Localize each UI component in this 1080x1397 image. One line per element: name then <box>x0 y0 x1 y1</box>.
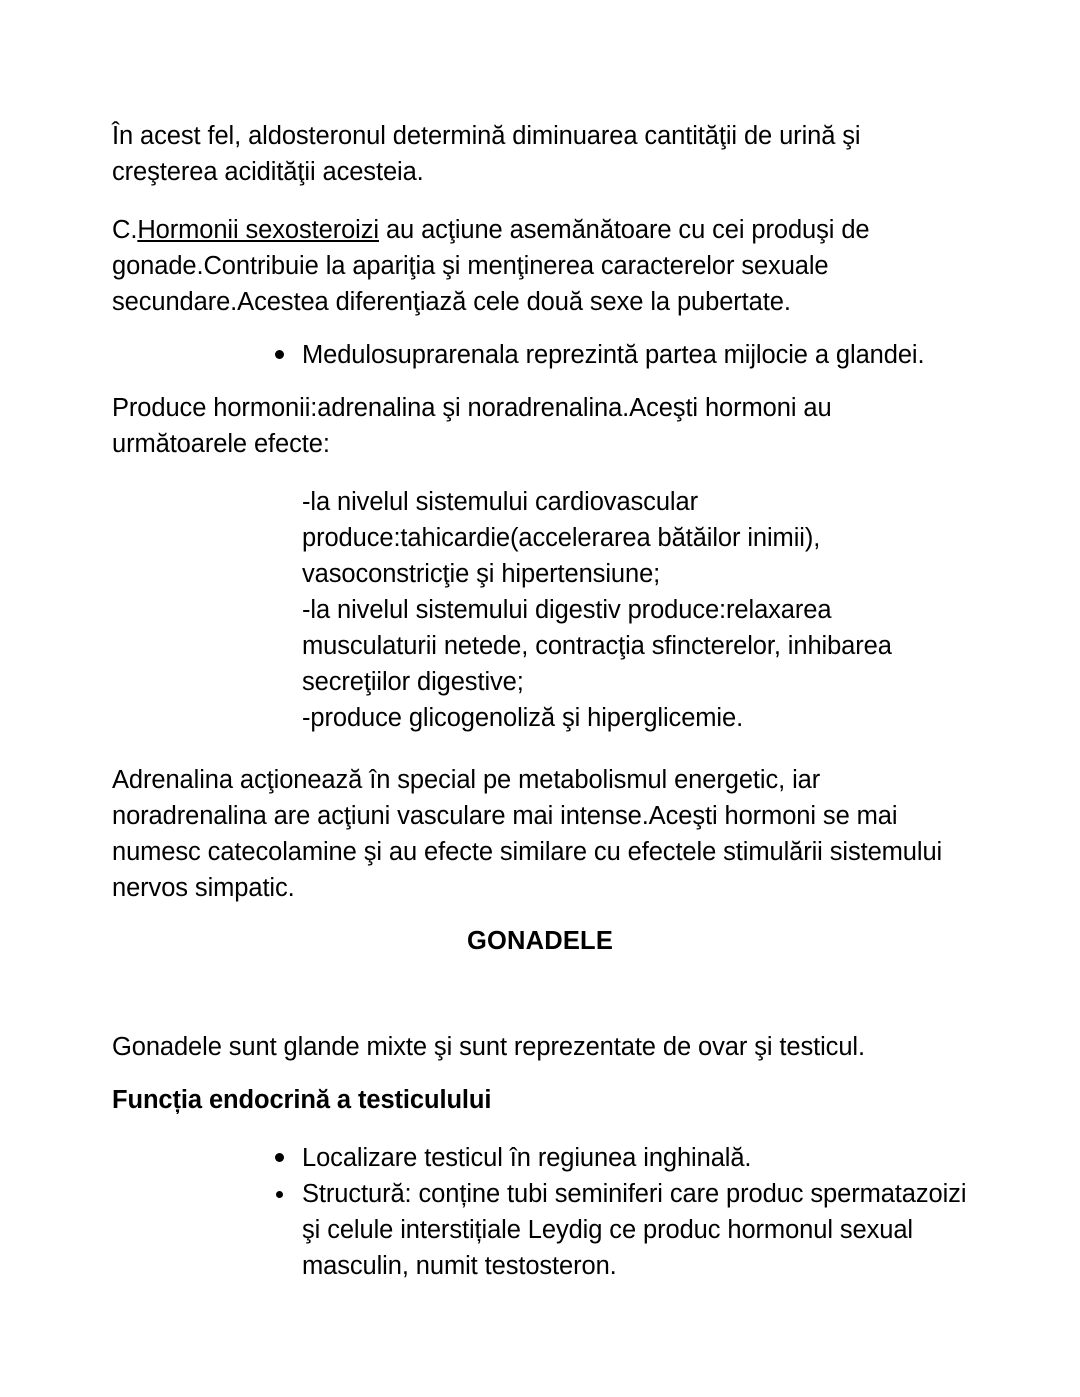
list-item <box>112 337 968 373</box>
list-item-label: Structură: conține tubi seminiferi care produc spermatazoizi şi celule interstițiale Leydig ce produc hormonul sexual masculin, numit testosteron. <box>302 1180 967 1280</box>
spacer <box>112 462 968 484</box>
spacer <box>112 1118 968 1140</box>
spacer <box>112 736 968 762</box>
spacer <box>112 373 968 390</box>
subheading-functia-endocrina: Funcția endocrină a testiculului <box>112 1086 492 1114</box>
document-body <box>112 118 968 1284</box>
bullet-dot-icon <box>276 1191 283 1198</box>
spacer <box>112 1065 968 1082</box>
list-item <box>112 1140 968 1176</box>
effect-line-cardiovascular: -la nivelul sistemului cardiovascular produce:tahicardie(accelerarea bătăilor inimii), vasoconstricţie şi hipertensiune; <box>302 488 821 588</box>
effects-block <box>112 484 968 736</box>
paragraph-gonadele-intro: Gonadele sunt glande mixte şi sunt reprezentate de ovar şi testicul. <box>112 1033 865 1061</box>
spacer <box>112 906 968 923</box>
bullet-list-testicul <box>112 1140 968 1284</box>
bullet-dot-icon <box>275 350 284 359</box>
paragraph-adrenalina: Adrenalina acţionează în special pe metabolismul energetic, iar noradrenalina are acţiuni vasculare mai intense.Aceşti hormoni se mai numesc catecolamine şi au efecte similare cu efectele stimulării sistemului nervos simpatic. <box>112 766 943 902</box>
paragraph-sexosteroizi-rest: au acţiune asemănătoare cu cei produşi de gonade.Contribuie la apariţia şi menţinerea caracterelor sexuale secundare.Acestea diferenţiază cele două sexe la pubertate. <box>112 216 870 316</box>
effect-line-digestive: -la nivelul sistemului digestiv produce:relaxarea musculaturii netede, contracţia sfincterelor, inhibarea secreţiilor digestive; <box>302 596 892 696</box>
list-item <box>112 1176 968 1284</box>
effect-line-glicogenoliza: -produce glicogenoliză şi hiperglicemie. <box>302 704 744 732</box>
list-item-label: Localizare testicul în regiunea inghinală. <box>302 1144 752 1172</box>
list-item-label: Medulosuprarenala reprezintă partea mijlocie a glandei. <box>302 341 925 369</box>
bullet-list-medulosuprarenala <box>112 337 968 373</box>
spacer <box>112 320 968 337</box>
spacer <box>112 959 968 1029</box>
page-title-gonadele: GONADELE <box>466 927 614 955</box>
spacer <box>112 190 968 212</box>
paragraph-sexosteroizi <box>112 212 968 320</box>
paragraph-produce-hormonii: Produce hormonii:adrenalina şi noradrenalina.Aceşti hormoni au următoarele efecte: <box>112 394 832 458</box>
paragraph-aldosteron: În acest fel, aldosteronul determină diminuarea cantităţii de urină şi creşterea acidităţii acesteia. <box>112 122 861 186</box>
paragraph-sexosteroizi-prefix: C. <box>112 216 138 244</box>
paragraph-sexosteroizi-underlined-term: Hormonii sexosteroizi <box>137 216 379 244</box>
bullet-dot-icon <box>275 1153 284 1162</box>
